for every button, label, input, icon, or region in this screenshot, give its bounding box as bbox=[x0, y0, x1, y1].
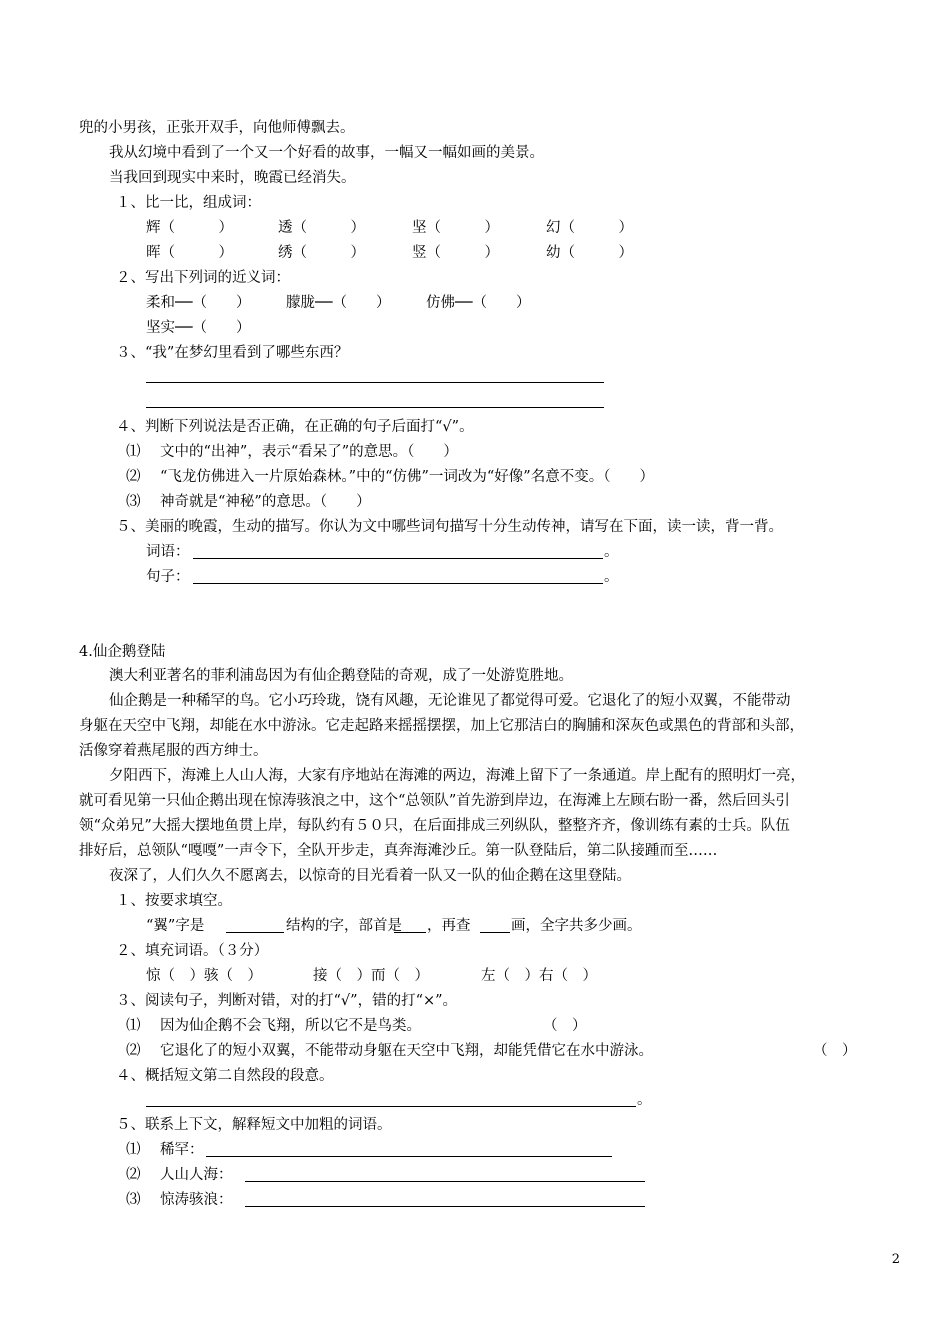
answer-line[interactable] bbox=[146, 1106, 636, 1107]
paragraph-line: 领“众弟兄”大摇大摆地鱼贯上岸，每队约有５０只，在后面排成三列纵队，整整齐齐，像训练有素的士兵。队伍 bbox=[79, 818, 790, 834]
word-item: 晖（ ） bbox=[146, 245, 233, 261]
words-label: 词语： bbox=[146, 544, 190, 560]
synonym-item: 柔和──（ ） bbox=[146, 295, 251, 311]
paragraph-line: 仙企鹅是一种稀罕的鸟。它小巧玲珑，饶有风趣，无论谁见了都觉得可爱。它退化了的短小双翼，不能带动 bbox=[109, 693, 791, 709]
synonym-item: 朦胧──（ ） bbox=[286, 295, 391, 311]
paragraph-line: 就可看见第一只仙企鹅出现在惊涛骇浪之中，这个“总领队”首先游到岸边，在海滩上左顾右盼一番，然后回头引 bbox=[79, 793, 790, 809]
sentence-label: 句子： bbox=[146, 569, 190, 585]
fill-blank[interactable] bbox=[226, 932, 284, 933]
question-3-label: ３、阅读句子，判断对错，对的打“√”，错的打“×”。 bbox=[116, 993, 458, 1009]
question-2-label: ２、填充词语。（３分） bbox=[116, 943, 269, 959]
idiom-item: 惊（ ）骇（ ） bbox=[146, 968, 262, 984]
answer-line[interactable] bbox=[206, 1156, 612, 1157]
word-item: 辉（ ） bbox=[146, 220, 233, 236]
item-number: ⑴ bbox=[126, 1018, 141, 1034]
idiom-item: 接（ ）而（ ） bbox=[313, 968, 429, 984]
item-number: ⑶ bbox=[126, 494, 141, 510]
period: 。 bbox=[604, 544, 619, 560]
synonym-item: 仿佛──（ ） bbox=[426, 295, 531, 311]
item-number: ⑵ bbox=[126, 1167, 141, 1183]
judge-item: “飞龙仿佛进入一片原始森林。”中的“仿佛”一词改为“好像”名意不变。（ ） bbox=[160, 469, 654, 485]
paragraph-line: 身躯在天空中飞翔，却能在水中游泳。它走起路来摇摇摆摆，加上它那洁白的胸脯和深灰色或黑色的背部和头部， bbox=[79, 718, 804, 734]
paragraph: 夜深了，人们久久不愿离去，以惊奇的目光看着一队又一队的仙企鹅在这里登陆。 bbox=[109, 868, 631, 884]
term-label: 人山人海： bbox=[160, 1167, 233, 1183]
idiom-item: 左（ ）右（ ） bbox=[481, 968, 597, 984]
answer-paren[interactable]: （ ） bbox=[543, 1018, 587, 1034]
term-label: 稀罕： bbox=[160, 1142, 204, 1158]
item-number: ⑴ bbox=[126, 1142, 141, 1158]
term-label: 惊涛骇浪： bbox=[160, 1192, 233, 1208]
item-number: ⑴ bbox=[126, 444, 141, 460]
paragraph-line: 夕阳西下，海滩上人山人海，大家有序地站在海滩的两边，海滩上留下了一条通道。岸上配有的照明灯一亮， bbox=[109, 768, 805, 784]
question-1-label: １、比一比，组成词： bbox=[116, 195, 261, 211]
judge-item: 文中的“出神”，表示“看呆了”的意思。（ ） bbox=[160, 444, 458, 460]
item-number: ⑶ bbox=[126, 1192, 141, 1208]
question-4-label: ４、判断下列说法是否正确，在正确的句子后面打“√”。 bbox=[116, 419, 474, 435]
paragraph: 我从幻境中看到了一个又一个好看的故事，一幅又一幅如画的美景。 bbox=[109, 145, 544, 161]
word-item: 绣（ ） bbox=[278, 245, 365, 261]
question-4-label: ４、概括短文第二自然段的段意。 bbox=[116, 1068, 334, 1084]
period: 。 bbox=[637, 1092, 652, 1108]
fill-blank[interactable] bbox=[394, 932, 426, 933]
item-number: ⑵ bbox=[126, 1043, 141, 1059]
fill-blank[interactable] bbox=[480, 932, 510, 933]
page-number: 2 bbox=[891, 1252, 900, 1267]
question-3-label: ３、“我”在梦幻里看到了哪些东西？ bbox=[116, 345, 349, 361]
fill-text: ，再查 bbox=[427, 918, 471, 934]
words-answer-line[interactable] bbox=[193, 558, 603, 559]
sentence-answer-line[interactable] bbox=[193, 583, 603, 584]
judge-item: 它退化了的短小双翼，不能带动身躯在天空中飞翔，却能凭借它在水中游泳。 bbox=[160, 1043, 653, 1059]
question-5-label: ５、联系上下文，解释短文中加粗的词语。 bbox=[116, 1117, 392, 1133]
answer-line[interactable] bbox=[245, 1181, 645, 1182]
word-item: 竖（ ） bbox=[412, 245, 499, 261]
judge-item: 因为仙企鹅不会飞翔，所以它不是鸟类。 bbox=[160, 1018, 421, 1034]
paragraph-line: 活像穿着燕尾服的西方绅士。 bbox=[79, 743, 268, 759]
fill-text: 结构的字，部首是 bbox=[286, 918, 402, 934]
paragraph-line: 兜的小男孩，正张开双手，向他师傅飘去。 bbox=[79, 120, 355, 136]
section-title: 4.仙企鹅登陆 bbox=[79, 644, 166, 660]
item-number: ⑵ bbox=[126, 469, 141, 485]
fill-text: 画，全字共多少画。 bbox=[511, 918, 642, 934]
question-2-label: ２、写出下列词的近义词： bbox=[116, 270, 290, 286]
answer-paren[interactable]: （ ） bbox=[813, 1043, 857, 1059]
word-item: 透（ ） bbox=[278, 220, 365, 236]
word-item: 幼（ ） bbox=[546, 245, 633, 261]
word-item: 坚（ ） bbox=[412, 220, 499, 236]
paragraph: 澳大利亚著名的菲利浦岛因为有仙企鹅登陆的奇观，成了一处游览胜地。 bbox=[109, 668, 573, 684]
paragraph: 当我回到现实中来时，晚霞已经消失。 bbox=[109, 170, 356, 186]
fill-text: “翼”字是 bbox=[146, 918, 205, 934]
question-1-label: １、按要求填空。 bbox=[116, 893, 232, 909]
question-5-label: ５、美丽的晚霞，生动的描写。你认为文中哪些词句描写十分生动传神，请写在下面，读一读，背一背。 bbox=[116, 519, 783, 535]
answer-line[interactable] bbox=[146, 407, 604, 408]
judge-item: 神奇就是“神秘”的意思。（ ） bbox=[160, 494, 371, 510]
synonym-item: 坚实──（ ） bbox=[146, 320, 251, 336]
answer-line[interactable] bbox=[245, 1206, 645, 1207]
period: 。 bbox=[604, 569, 619, 585]
word-item: 幻（ ） bbox=[546, 220, 633, 236]
answer-line[interactable] bbox=[146, 382, 604, 383]
paragraph-line: 排好后，总领队“嘎嘎”一声令下，全队开步走，真奔海滩沙丘。第一队登陆后，第二队接踵而至…… bbox=[79, 843, 718, 859]
